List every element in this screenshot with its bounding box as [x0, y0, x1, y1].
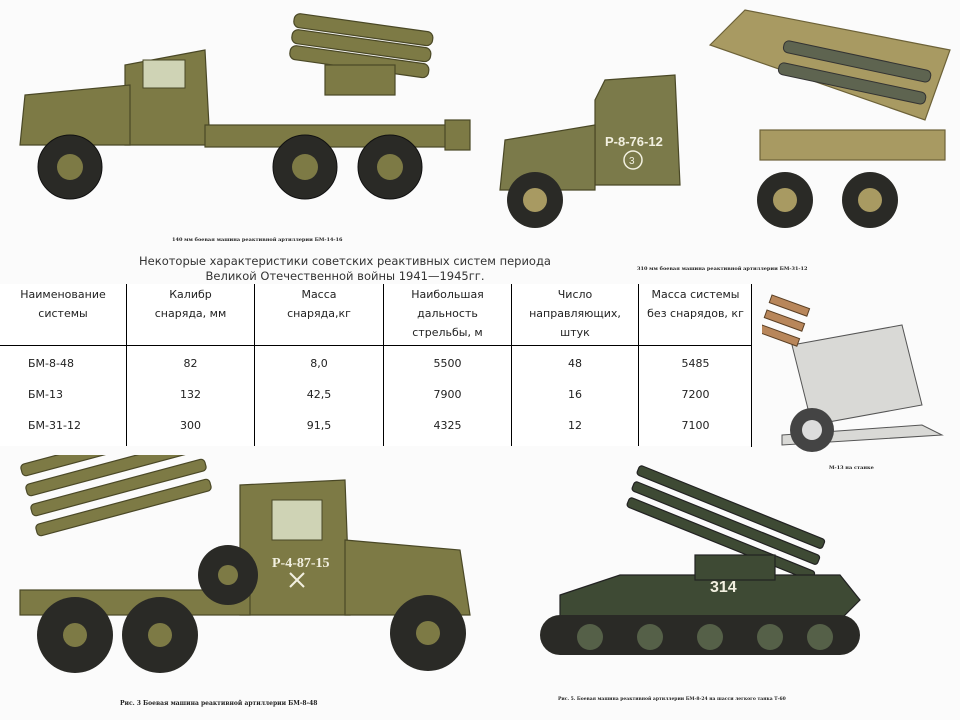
table-body-row	[0, 346, 752, 447]
truck-bottom-marking: Р-4-87-15	[272, 556, 330, 571]
header-system-mass: Масса системы без снарядов, кг	[639, 284, 753, 346]
bm-14-16-truck-illustration	[5, 5, 475, 205]
table-header-row	[0, 284, 752, 346]
tank-marking: 314	[710, 579, 737, 596]
truck-right-marking: Р-8-76-12	[605, 134, 663, 149]
cell-system-masses: 5485 7200 7100	[639, 346, 753, 447]
header-system-name: Наименование системы	[0, 284, 127, 346]
header-caliber: Калибр снаряда, мм	[127, 284, 255, 346]
caption-m-13: М-13 на станке	[829, 465, 874, 471]
table-title-line-2: Великой Отечественной войны 1941—1945гг.	[205, 269, 485, 283]
header-max-range: Наибольшая дальность стрельбы, м	[384, 284, 512, 346]
bm-31-12-truck-illustration	[485, 0, 960, 238]
bm-8-48-truck-illustration	[0, 455, 480, 695]
caption-bm-14-16: 140 мм боевая машина реактивной артиллерии БМ-14-16	[172, 237, 343, 243]
rocket-systems-table	[0, 284, 752, 446]
cell-max-ranges: 5500 7900 4325	[384, 346, 512, 447]
header-projectile-mass: Масса снаряда,кг	[255, 284, 384, 346]
cell-projectile-masses: 8,0 42,5 91,5	[255, 346, 384, 447]
table-title-line-1: Некоторые характеристики советских реактивных систем периода	[139, 254, 551, 268]
m-13-launcher-illustration	[762, 285, 960, 460]
table-right-border	[751, 284, 752, 447]
caption-bm-8-48: Рис. 3 Боевая машина реактивной артиллерии БМ-8-48	[120, 700, 318, 707]
caption-bm-31-12: 310 мм боевая машина реактивной артиллерии БМ-31-12	[637, 266, 808, 272]
cell-system-names: БМ-8-48 БМ-13 БМ-31-12	[28, 357, 81, 432]
truck-right-number: 3	[629, 156, 635, 167]
header-rail-count: Число направляющих, штук	[512, 284, 639, 346]
cell-calibers: 82 132 300	[127, 346, 255, 447]
table-title	[40, 254, 650, 284]
bm-8-24-tank-illustration	[520, 455, 880, 685]
caption-bm-8-24: Рис. 5. Боевая машина реактивной артиллерии БМ-8-24 на шасси легкого танка Т-60	[558, 697, 786, 702]
cell-rail-counts: 48 16 12	[512, 346, 639, 447]
